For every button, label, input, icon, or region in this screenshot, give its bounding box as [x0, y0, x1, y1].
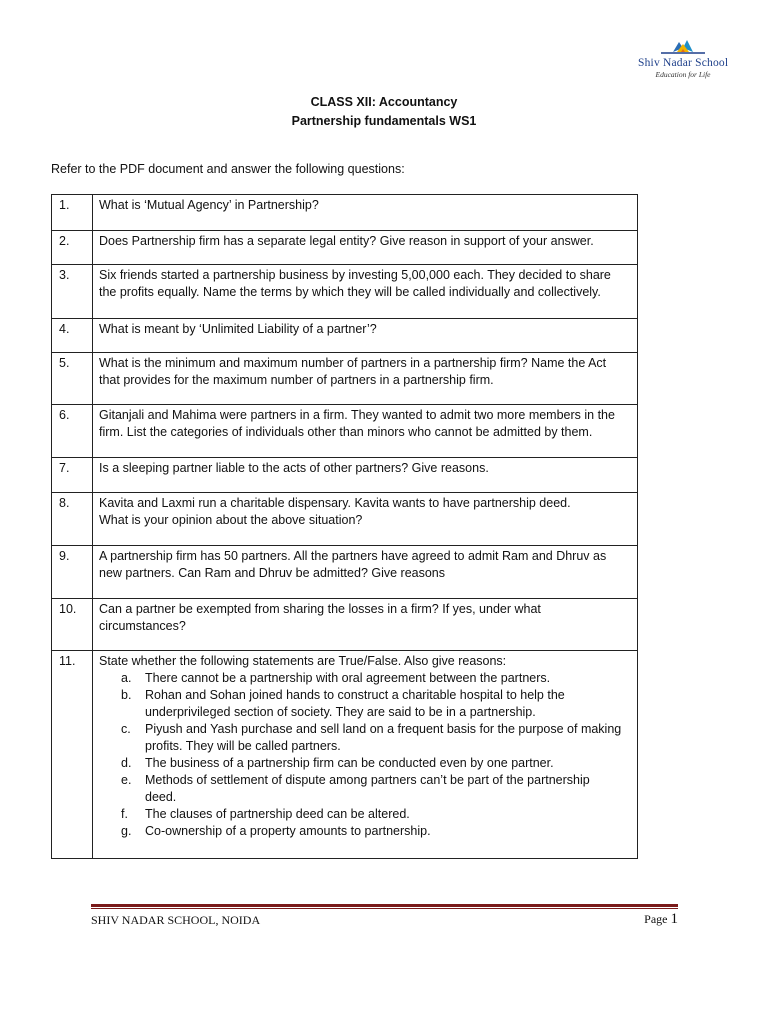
question-line: Does Partnership firm has a separate legal entity? Give reason in support of your answer. [99, 234, 594, 248]
question-line: State whether the following statements are True/False. Also give reasons: [99, 654, 507, 668]
statement-line: Co-ownership of a property amounts to partnership. [145, 824, 431, 838]
question-text [93, 231, 638, 265]
page-number: 1 [670, 911, 678, 927]
question-row [52, 546, 638, 599]
statement-line: profits. They will be called partners. [145, 739, 341, 753]
question-row [52, 458, 638, 493]
statement-letter: g. [121, 824, 132, 838]
statement-letter: e. [121, 773, 132, 787]
question-row [52, 353, 638, 405]
statement-list [99, 670, 631, 840]
question-number: 9. [52, 546, 93, 599]
question-number: 8. [52, 493, 93, 546]
statement-item [99, 755, 631, 772]
question-row [52, 405, 638, 458]
question-number: 11. [52, 651, 93, 859]
question-text [93, 405, 638, 458]
question-number: 5. [52, 353, 93, 405]
question-line: Kavita and Laxmi run a charitable dispensary. Kavita wants to have partnership deed. [99, 496, 571, 510]
questions-table [51, 194, 638, 859]
question-number: 7. [52, 458, 93, 493]
question-number: 4. [52, 319, 93, 353]
question-number: 10. [52, 599, 93, 651]
logo-tagline: Education for Life [655, 70, 711, 79]
footer-rule-thin [91, 908, 678, 909]
page-indicator [644, 911, 678, 928]
question-number: 6. [52, 405, 93, 458]
statement-letter: f. [121, 807, 128, 821]
statement-letter: c. [121, 722, 131, 736]
statement-letter: a. [121, 671, 132, 685]
question-row [52, 195, 638, 231]
question-row [52, 599, 638, 651]
page-label: Page [644, 912, 668, 926]
statement-line: There cannot be a partnership with oral agreement between the partners. [145, 671, 551, 685]
statement-line: The clauses of partnership deed can be altered. [145, 807, 410, 821]
instructions-text: Refer to the PDF document and answer the following questions: [51, 162, 405, 176]
question-text [93, 195, 638, 231]
question-line: What is your opinion about the above situation? [99, 513, 363, 527]
question-line: Six friends started a partnership business by investing 5,00,000 each. They decided to share [99, 268, 611, 282]
question-line: Is a sleeping partner liable to the acts of other partners? Give reasons. [99, 461, 489, 475]
book-emblem-icon [659, 36, 707, 56]
question-text [93, 651, 638, 859]
question-text [93, 458, 638, 493]
statement-item [99, 670, 631, 687]
question-line: that provides for the maximum number of partners in a partnership firm. [99, 373, 494, 387]
statement-line: Piyush and Yash purchase and sell land on a frequent basis for the purpose of making [145, 722, 622, 736]
statement-line: underprivileged section of society. They are said to be in a partnership. [145, 705, 536, 719]
footer-rule-thick [91, 904, 678, 907]
statement-line: Methods of settlement of dispute among partners can’t be part of the partnership [145, 773, 590, 787]
worksheet-title: Partnership fundamentals WS1 [291, 114, 477, 128]
question-row [52, 651, 638, 859]
class-heading: CLASS XII: Accountancy [310, 95, 458, 109]
statement-item [99, 772, 631, 806]
logo-school-name: Shiv Nadar School [638, 57, 729, 69]
statement-letter: d. [121, 756, 132, 770]
statement-line: Rohan and Sohan joined hands to construct a charitable hospital to help the [145, 688, 565, 702]
question-text [93, 546, 638, 599]
school-logo [638, 36, 728, 92]
question-text [93, 599, 638, 651]
statement-letter: b. [121, 688, 132, 702]
question-line: A partnership firm has 50 partners. All the partners have agreed to admit Ram and Dhruv as [99, 549, 607, 563]
question-row [52, 493, 638, 546]
question-line: new partners. Can Ram and Dhruv be admitted? Give reasons [99, 566, 446, 580]
question-line: Gitanjali and Mahima were partners in a firm. They wanted to admit two more members in the [99, 408, 615, 422]
statement-line: deed. [145, 790, 177, 804]
question-line: What is meant by ‘Unlimited Liability of a partner’? [99, 322, 377, 336]
question-number: 1. [52, 195, 93, 231]
question-line: firm. List the categories of individuals other than minors who cannot be admitted by them. [99, 425, 593, 439]
statement-item [99, 721, 631, 755]
statement-line: The business of a partnership firm can be conducted even by one partner. [145, 756, 554, 770]
statement-item [99, 806, 631, 823]
question-row [52, 231, 638, 265]
question-number: 3. [52, 265, 93, 319]
question-row [52, 319, 638, 353]
question-text [93, 353, 638, 405]
footer-school-name: SHIV NADAR SCHOOL, NOIDA [91, 913, 261, 927]
statement-item [99, 823, 631, 840]
question-line: the profits equally. Name the terms by which they will be called individually and collectively. [99, 285, 601, 299]
question-line: What is the minimum and maximum number of partners in a partnership firm? Name the Act [99, 356, 607, 370]
question-row [52, 265, 638, 319]
question-line: Can a partner be exempted from sharing the losses in a firm? If yes, under what [99, 602, 541, 616]
question-line: What is ‘Mutual Agency’ in Partnership? [99, 198, 319, 212]
question-number: 2. [52, 231, 93, 265]
question-line: circumstances? [99, 619, 186, 633]
question-text [93, 265, 638, 319]
question-text [93, 493, 638, 546]
statement-item [99, 687, 631, 721]
question-text [93, 319, 638, 353]
